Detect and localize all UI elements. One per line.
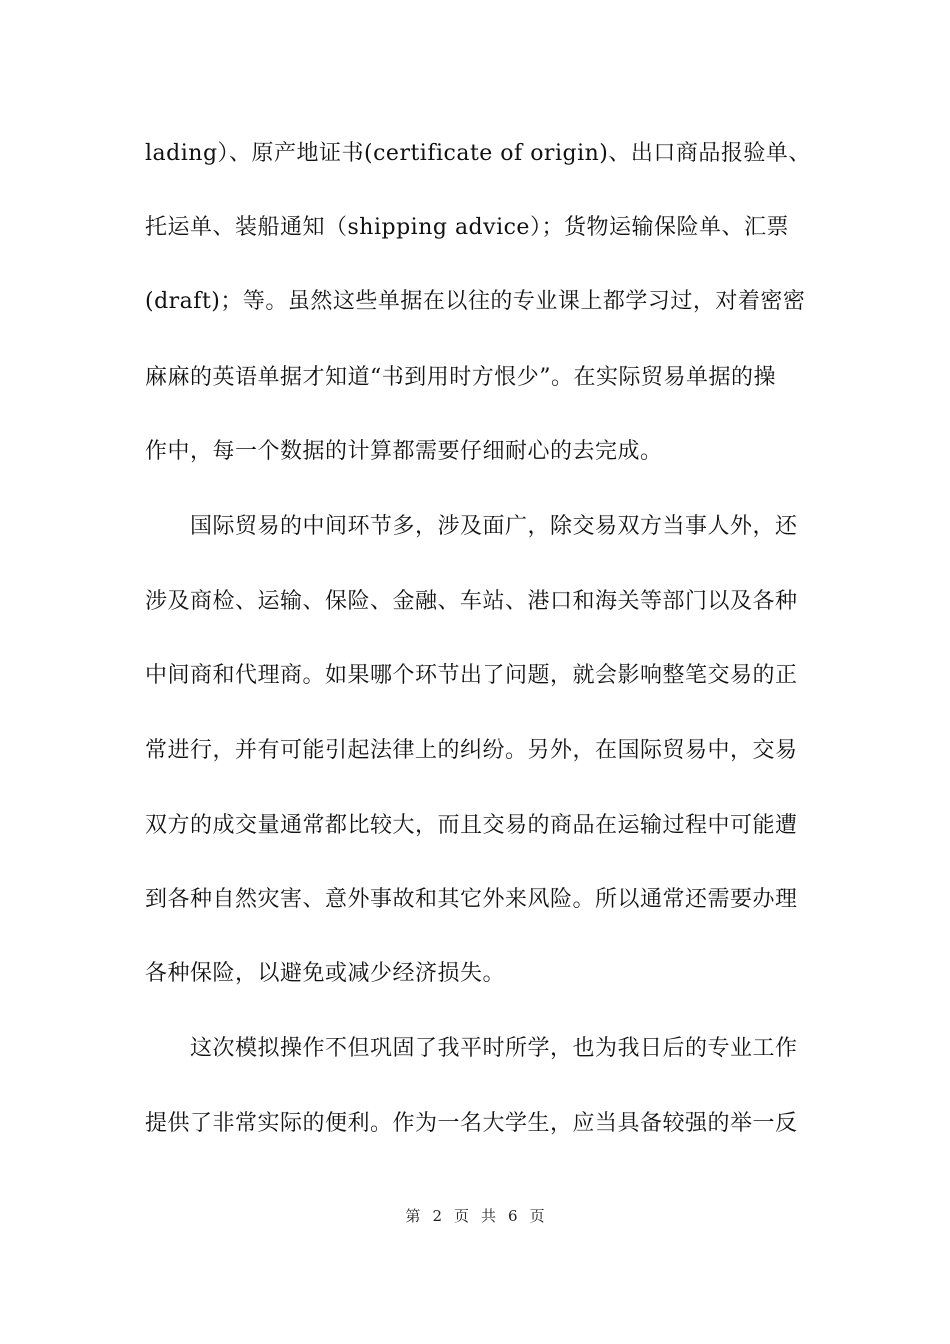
footer-page-label: 第 [405,1207,421,1225]
footer-page-unit: 页 [453,1207,469,1225]
footer-current-page: 2 [432,1207,442,1225]
paragraph-first-line: 这次模拟操作不但巩固了我平时所学，也为我日后的专业工作 [190,1036,798,1061]
footer-total-pages: 6 [508,1207,518,1225]
body-text-line: 作中，每一个数据的计算都需要仔细耐心的去完成。 [145,439,663,464]
body-text-line: 双方的成交量通常都比较大，而且交易的商品在运输过程中可能遭 [145,813,798,838]
body-text-line: lading）、原产地证书(certificate of origin)、出口商品报验单、 [145,141,811,166]
body-text-line: (draft)；等。虽然这些单据在以往的专业课上都学习过，对着密密 [145,289,806,314]
body-text-line: 提供了非常实际的便利。作为一名大学生，应当具备较强的举一反 [145,1111,798,1136]
body-text-line: 常进行，并有可能引起法律上的纠纷。另外，在国际贸易中，交易 [145,738,798,763]
body-text-line: 托运单、装船通知（shipping advice）；货物运输保险单、汇票 [145,215,789,240]
footer-total-label: 共 [481,1207,497,1225]
body-text-line: 各种保险，以避免或减少经济损失。 [145,961,506,986]
paragraph-first-line: 国际贸易的中间环节多，涉及面广，除交易双方当事人外，还 [190,514,798,539]
body-text-line: 中间商和代理商。如果哪个环节出了问题，就会影响整笔交易的正 [145,663,798,688]
footer-total-unit: 页 [529,1207,545,1225]
page-footer [0,1206,950,1226]
body-text-line: 到各种自然灾害、意外事故和其它外来风险。所以通常还需要办理 [145,887,798,912]
body-text-line: 麻麻的英语单据才知道“书到用时方恨少”。在实际贸易单据的操 [145,365,776,390]
body-text-line: 涉及商检、运输、保险、金融、车站、港口和海关等部门以及各种 [145,589,798,614]
